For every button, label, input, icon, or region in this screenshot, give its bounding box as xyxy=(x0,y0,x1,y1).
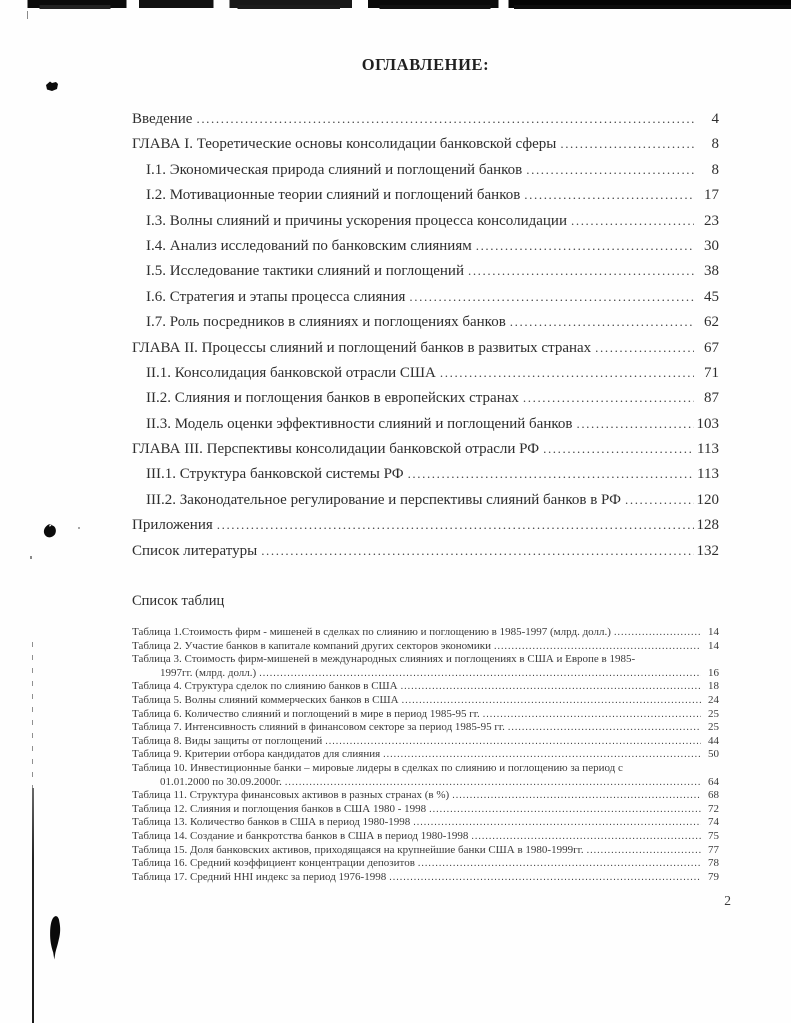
scan-fold-line-dashed xyxy=(32,642,33,792)
dot-leader xyxy=(452,790,701,801)
toc-entry xyxy=(132,238,719,263)
table-entry-page: 50 xyxy=(708,748,719,761)
table-entry xyxy=(132,816,719,830)
toc-entry xyxy=(132,289,719,314)
ink-blot-icon xyxy=(47,914,63,962)
table-entry xyxy=(132,694,719,708)
dot-leader xyxy=(508,722,701,733)
toc-entry xyxy=(132,340,719,365)
scan-fold-line xyxy=(32,788,34,1023)
toc-entry xyxy=(132,466,719,491)
table-entry-label: Таблица 13. Количество банков в США в период 1980-1998 xyxy=(132,816,411,829)
toc-entry-page: 103 xyxy=(696,415,719,432)
dot-leader xyxy=(494,641,701,652)
table-entry-label: Таблица 7. Интенсивность слияний в финансовом секторе за период 1985-95 гг. xyxy=(132,721,505,734)
dot-leader xyxy=(261,543,693,559)
table-entry-page: 24 xyxy=(708,694,719,706)
toc-content xyxy=(132,55,719,884)
toc-entry-label: ГЛАВА II. Процессы слияний и поглощений банков в развитых странах xyxy=(132,339,592,356)
dot-leader xyxy=(523,390,694,406)
table-entry-page: 68 xyxy=(708,789,719,802)
table-entry-page: 25 xyxy=(708,721,719,734)
dot-leader xyxy=(468,263,694,279)
toc-entry-page: 8 xyxy=(711,161,719,178)
table-entry-page: 14 xyxy=(708,639,719,652)
table-entry xyxy=(132,803,719,817)
scan-speck xyxy=(78,527,80,529)
dot-leader xyxy=(440,365,694,381)
toc-entry-label: III.1. Структура банковской системы РФ xyxy=(146,466,404,483)
toc-entry xyxy=(132,416,719,441)
dot-leader xyxy=(389,872,701,883)
toc-entry-page: 45 xyxy=(704,288,719,305)
dot-leader xyxy=(483,709,701,720)
table-entry-label: Таблица 4. Структура сделок по слиянию банков в США xyxy=(132,680,398,693)
table-entry xyxy=(132,871,719,885)
table-entry-page: 44 xyxy=(708,734,719,747)
toc-entry-label: I.4. Анализ исследований по банковским слияниям xyxy=(146,237,472,254)
table-entry-continuation xyxy=(132,667,719,681)
toc-entry-page: 4 xyxy=(711,111,719,127)
table-entry-label: Таблица 14. Создание и банкротства банков в США в период 1980-1998 xyxy=(132,829,469,842)
dot-leader xyxy=(476,238,694,254)
toc-entry-page: 71 xyxy=(704,364,719,381)
table-entry xyxy=(132,857,719,871)
table-entry-label: Таблица 16. Средний коэффициент концентрации депозитов xyxy=(132,857,415,870)
table-entry xyxy=(132,708,719,722)
toc-entry xyxy=(132,111,719,136)
dot-leader xyxy=(325,736,701,747)
table-entry-page: 75 xyxy=(708,829,719,842)
toc-entry-label: I.6. Стратегия и этапы процесса слияния xyxy=(146,288,406,305)
toc-entry-page: 113 xyxy=(697,466,719,483)
dot-leader xyxy=(196,111,694,127)
table-entry xyxy=(132,830,719,844)
table-entry-page: 18 xyxy=(708,680,719,693)
table-entry-label: Таблица 2. Участие банков в капитале компаний других секторов экономики xyxy=(132,639,492,652)
scan-torn-edge-lower xyxy=(0,5,791,9)
dot-leader xyxy=(285,777,701,788)
toc-entry xyxy=(132,365,719,390)
toc-entry-label: Приложения xyxy=(132,517,213,534)
toc-entry xyxy=(132,263,719,288)
scan-speck xyxy=(30,556,32,559)
toc-entry-page: 67 xyxy=(704,339,719,356)
toc-entry-label: II.2. Слияния и поглощения банков в европейских странах xyxy=(146,390,519,407)
dot-leader xyxy=(471,831,701,842)
dot-leader xyxy=(614,627,701,638)
table-entry-label: Таблица 11. Структура финансовых активов в разных странах (в %) xyxy=(132,789,450,802)
table-entry-page: 78 xyxy=(708,857,719,870)
toc-entry-page: 120 xyxy=(696,491,719,508)
dot-leader xyxy=(418,858,701,869)
toc-entry-page: 38 xyxy=(704,263,719,280)
page-number: 2 xyxy=(724,893,731,908)
toc-entry-page: 87 xyxy=(704,390,719,407)
toc-entry-label: II.3. Модель оценки эффективности слияний и поглощений банков xyxy=(146,415,573,432)
dot-leader xyxy=(560,136,694,152)
dot-leader xyxy=(217,517,694,533)
dot-leader xyxy=(526,162,694,178)
table-entry-label: 01.01.2000 по 30.09.2000г. xyxy=(160,775,282,788)
dot-leader xyxy=(429,804,701,815)
table-entry-page: 79 xyxy=(708,870,719,883)
dot-leader xyxy=(576,416,693,432)
toc-entry-label: I.7. Роль посредников в слияниях и поглощениях банков xyxy=(146,314,506,331)
toc-entry-label: I.3. Волны слияний и причины ускорения процесса консолидации xyxy=(146,212,567,229)
table-entry-page: 25 xyxy=(708,707,719,720)
dot-leader xyxy=(383,749,701,760)
toc-entry-label: III.2. Законодательное регулирование и перспективы слияний банков в РФ xyxy=(146,491,621,508)
dot-leader xyxy=(571,213,694,229)
dot-leader xyxy=(259,668,701,679)
toc-entry xyxy=(132,213,719,238)
toc-entry-label: I.1. Экономическая природа слияний и поглощений банков xyxy=(146,161,523,178)
toc-entry-page: 30 xyxy=(704,237,719,254)
table-entry-label: Таблица 6. Количество слияний и поглощений в мире в период 1985-95 гг. xyxy=(132,707,480,720)
dot-leader xyxy=(625,492,694,508)
dot-leader xyxy=(401,681,701,692)
table-entry-page: 72 xyxy=(708,802,719,815)
toc-entry xyxy=(132,314,719,339)
table-entry-page: 16 xyxy=(708,666,719,679)
table-entry-label: Таблица 9. Критерии отбора кандидатов для слияния xyxy=(132,748,381,761)
table-entry xyxy=(132,640,719,654)
table-entry-label: Таблица 1.Стоимость фирм - мишеней в сделках по слиянию и поглощению в 1985-1997 (млрд. долл.) xyxy=(132,626,611,639)
table-entry-page: 74 xyxy=(708,816,719,829)
toc-entry-label: ГЛАВА III. Перспективы консолидации банковской отрасли РФ xyxy=(132,441,540,458)
toc-entry-page: 23 xyxy=(704,212,719,229)
toc-entry xyxy=(132,187,719,212)
toc-entry xyxy=(132,441,719,466)
tables-list-heading: Список таблиц xyxy=(132,593,225,610)
table-entry-label: 1997гг. (млрд. долл.) xyxy=(160,666,257,679)
toc-entry xyxy=(132,136,719,161)
table-entry-label: Таблица 12. Слияния и поглощения банков в США 1980 - 1998 xyxy=(132,802,427,815)
table-entry xyxy=(132,748,719,762)
toc-entry-label: ГЛАВА I. Теоретические основы консолидации банковской сферы xyxy=(132,136,557,153)
toc-entry-label: I.2. Мотивационные теории слияний и поглощений банков xyxy=(146,187,521,204)
toc-entry xyxy=(132,390,719,415)
table-entry-label: Таблица 17. Средний HHI индекс за период 1976-1998 xyxy=(132,870,387,883)
table-entry-label: Таблица 5. Волны слияний коммерческих банков в США xyxy=(132,694,399,706)
table-entry xyxy=(132,735,719,749)
table-entry xyxy=(132,626,719,640)
toc-entry-label: Список литературы xyxy=(132,542,258,559)
toc-entry-label: II.1. Консолидация банковской отрасли США xyxy=(146,364,436,381)
table-entry xyxy=(132,844,719,858)
table-entry-page: 77 xyxy=(708,843,719,856)
table-entry-continuation xyxy=(132,776,719,790)
table-entry xyxy=(132,789,719,803)
dot-leader xyxy=(595,340,694,356)
toc-entry-page: 113 xyxy=(697,441,719,458)
table-entry-line1: Таблица 10. Инвестиционные банки – мировые лидеры в сделках по слиянию и поглощению за период с xyxy=(132,761,623,774)
table-entry-label: Таблица 8. Виды защиты от поглощений xyxy=(132,734,323,747)
dot-leader xyxy=(510,314,694,330)
table-of-contents xyxy=(132,111,719,568)
toc-entry-page: 17 xyxy=(704,187,719,204)
toc-entry xyxy=(132,517,719,542)
ink-blot-icon xyxy=(44,80,60,93)
table-entry-line1: Таблица 3. Стоимость фирм-мишеней в международных слияниях и поглощениях в США и Европе в 1985- xyxy=(132,653,636,666)
toc-entry-label: I.5. Исследование тактики слияний и поглощений xyxy=(146,263,464,280)
toc-entry xyxy=(132,543,719,568)
table-entry-label: Таблица 15. Доля банковских активов, приходящаяся на крупнейшие банки США в 1980-1999гг. xyxy=(132,843,584,856)
toc-entry-page: 132 xyxy=(696,542,719,559)
table-entry-page: 64 xyxy=(708,775,719,788)
scan-tick-mark xyxy=(27,11,28,19)
toc-entry-label: Введение xyxy=(132,111,193,127)
toc-entry xyxy=(132,162,719,187)
dot-leader xyxy=(413,817,701,828)
tables-list xyxy=(132,626,719,884)
table-entry xyxy=(132,680,719,694)
dot-leader xyxy=(402,695,701,706)
ink-blot-icon xyxy=(41,523,58,540)
dot-leader xyxy=(543,441,694,457)
table-entry xyxy=(132,721,719,735)
table-entry-page: 14 xyxy=(708,626,719,639)
dot-leader xyxy=(409,289,694,305)
dot-leader xyxy=(408,466,694,482)
toc-entry xyxy=(132,492,719,517)
dot-leader xyxy=(524,187,694,203)
toc-entry-page: 128 xyxy=(696,517,719,534)
toc-entry-page: 8 xyxy=(711,136,719,153)
dot-leader xyxy=(587,845,701,856)
page-title: ОГЛАВЛЕНИЕ: xyxy=(361,55,490,74)
toc-entry-page: 62 xyxy=(704,314,719,331)
